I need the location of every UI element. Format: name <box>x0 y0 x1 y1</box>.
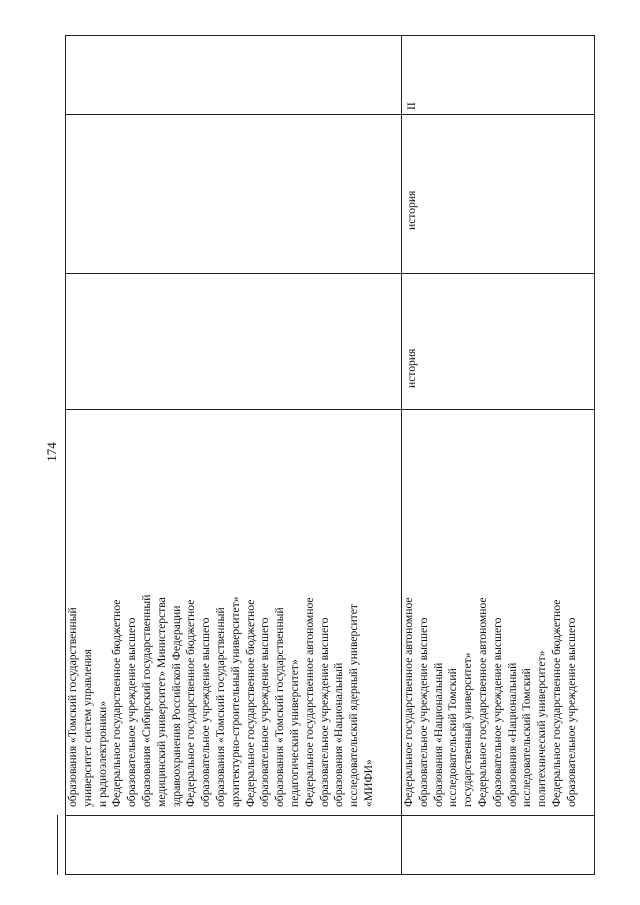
org-line: медицинский университет» Министерства <box>154 597 168 807</box>
row2-organizations-cell <box>402 410 594 815</box>
row1-subject2-cell <box>66 115 401 273</box>
org-line: государственный университет» <box>461 652 475 807</box>
row1-subject2 <box>66 115 401 273</box>
table-border-right <box>594 35 595 875</box>
org-line: образования «Национальный <box>332 662 346 807</box>
row1-level <box>66 36 401 114</box>
table-border-bottom <box>65 874 595 875</box>
row2-subject: история <box>405 348 418 388</box>
org-line: «МИФИ» <box>361 759 375 807</box>
page-number: 174 <box>44 442 59 462</box>
org-line: исследовательский Томский <box>520 668 534 807</box>
row1-organizations-cell <box>66 410 401 815</box>
row2-level: II <box>405 102 418 110</box>
rotated-table <box>65 35 595 875</box>
org-line: Федеральное государственное автономное <box>402 597 415 807</box>
org-line: здравоохранения Российской Федерации <box>169 605 183 807</box>
org-line: образовательное учреждение высшего <box>317 617 331 807</box>
org-line: педагогический университет» <box>287 659 301 807</box>
row2-subject2: история <box>405 190 418 230</box>
row2-subject-cell <box>402 274 594 409</box>
org-line: и радиоэлектроники» <box>95 700 109 807</box>
org-line: Федеральное государственное автономное <box>302 597 316 807</box>
edge-column-divider <box>57 815 58 875</box>
row1-level-cell <box>66 36 401 114</box>
org-line: образовательное учреждение высшего <box>199 617 213 807</box>
org-line: Федеральное государственное бюджетное <box>549 599 563 807</box>
org-line: образовательное учреждение высшего <box>564 617 578 807</box>
org-line: образовательное учреждение высшего <box>258 617 272 807</box>
org-line: архитектурно-строительный университет» <box>228 596 242 807</box>
row2-level-cell <box>402 36 594 114</box>
org-line: образовательное учреждение высшего <box>416 617 430 807</box>
org-line: исследовательский Томский <box>446 668 460 807</box>
column-divider <box>65 815 595 816</box>
org-line: образования «Томский государственный <box>273 607 287 807</box>
org-line: образования «Национальный <box>431 662 445 807</box>
org-line: образовательное учреждение высшего <box>490 617 504 807</box>
org-line: исследовательский ядерный университет <box>347 604 361 807</box>
org-line: образования «Томский государственный <box>213 607 227 807</box>
org-line: образования «Томский государственный <box>66 607 79 807</box>
org-line: Федеральное государственное бюджетное <box>110 599 124 807</box>
org-line: Федеральное государственное бюджетное <box>243 599 257 807</box>
org-line: образовательное учреждение высшего <box>125 617 139 807</box>
org-line: образования «Сибирский государственный <box>139 594 153 807</box>
row1-subject-cell <box>66 274 401 409</box>
org-line: образования «Национальный <box>505 662 519 807</box>
org-line: политехнический университет» <box>535 650 549 807</box>
org-line: университет систем управления <box>80 649 94 807</box>
row2-subject2-cell <box>402 115 594 273</box>
org-line: Федеральное государственное бюджетное <box>184 599 198 807</box>
row1-subject <box>66 274 401 409</box>
org-line: Федеральное государственное автономное <box>475 597 489 807</box>
